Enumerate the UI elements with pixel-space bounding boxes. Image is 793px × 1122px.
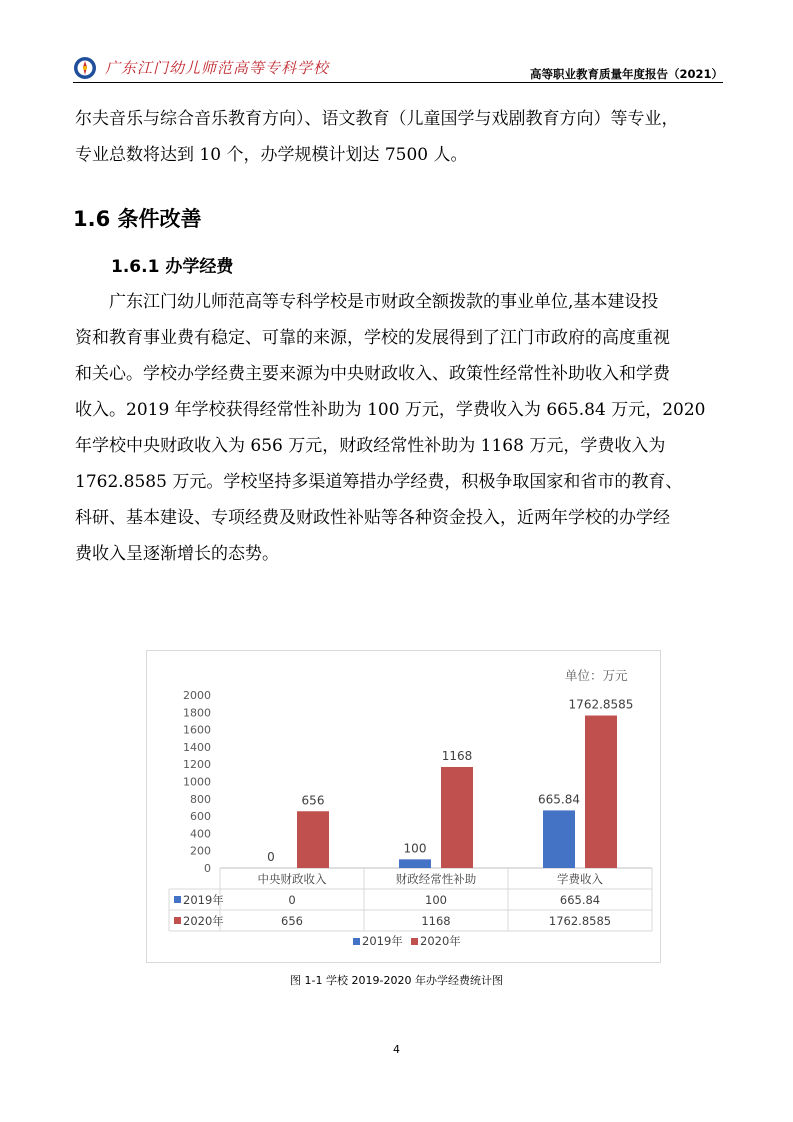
school-logo-icon [73, 56, 97, 80]
paragraph-line: 年学校中央财政收入为 656 万元，财政经常性补助为 1168 万元，学费收入为 [75, 436, 666, 456]
page-number: 4 [393, 1043, 400, 1056]
table-legend-swatch [174, 896, 181, 903]
subsection-heading: 1.6.1 办学经费 [111, 257, 234, 277]
paragraph-line: 费收入呈逐渐增长的态势。 [75, 544, 279, 564]
bar-2019 [543, 810, 575, 868]
table-cell-value: 656 [281, 914, 303, 928]
paragraph-line: 广东江门幼儿师范高等专科学校是市财政全额拨款的事业单位,基本建设投 [109, 292, 659, 312]
header-rule [73, 82, 723, 83]
x-category-label: 财政经常性补助 [395, 872, 477, 886]
y-tick-label: 0 [204, 862, 211, 875]
y-tick-label: 2000 [183, 689, 211, 702]
bar-2020 [441, 767, 473, 868]
paragraph-line: 资和教育事业费有稳定、可靠的来源，学校的发展得到了江门市政府的高度重视 [75, 328, 670, 348]
bar-data-label: 656 [301, 793, 325, 808]
bar-data-label: 100 [403, 841, 427, 856]
paragraph-line: 和关心。学校办学经费主要来源为中央财政收入、政策性经常性补助收入和学费 [75, 364, 670, 384]
paragraph-line: 专业总数将达到 10 个，办学规模计划达 7500 人。 [75, 145, 468, 165]
section-heading: 1.6 条件改善 [73, 207, 202, 231]
page-header [73, 54, 723, 84]
table-series-label: 2020年 [183, 914, 224, 928]
y-tick-label: 400 [190, 827, 211, 841]
y-tick-label: 1200 [183, 758, 211, 772]
paragraph-line: 尔夫音乐与综合音乐教育方向）、语文教育（儿童国学与戏剧教育方向）等专业， [75, 109, 679, 129]
y-tick-label: 200 [190, 844, 211, 858]
school-name-logotype: 广东江门幼儿师范高等专科学校 [105, 59, 330, 77]
y-tick-label: 800 [190, 792, 211, 806]
table-cell-value: 1762.8585 [548, 914, 612, 928]
x-category-label: 中央财政收入 [257, 872, 327, 886]
bar-data-label: 0 [267, 850, 275, 864]
legend-label: 2019年 [362, 934, 403, 948]
paragraph-line: 收入。2019 年学校获得经常性补助为 100 万元，学费收入为 665.84 万元，2020 [75, 400, 706, 420]
table-legend-swatch [174, 917, 181, 924]
paragraph-line: 科研、基本建设、专项经费及财政性补贴等各种资金投入，近两年学校的办学经 [75, 508, 670, 528]
bar-data-label: 1168 [441, 748, 473, 763]
paragraph-2 [75, 284, 720, 572]
paragraph-line: 1762.8585 万元。学校坚持多渠道筹措办学经费，积极争取国家和省市的教育、 [75, 472, 683, 492]
chart-unit-label: 单位：万元 [565, 668, 628, 683]
y-tick-label: 600 [190, 810, 211, 824]
bar-data-label: 665.84 [538, 792, 580, 807]
y-tick-label: 1400 [183, 740, 211, 754]
y-tick-label: 1600 [183, 723, 211, 737]
legend-label: 2020年 [420, 934, 461, 948]
x-category-label: 学费收入 [557, 872, 603, 886]
table-series-label: 2019年 [183, 893, 224, 907]
bar-2020 [585, 716, 617, 868]
y-tick-label: 1000 [183, 775, 211, 789]
table-cell-value: 100 [425, 893, 447, 907]
chart-canvas [147, 651, 662, 964]
funding-chart [146, 650, 661, 963]
paragraph-1 [75, 101, 720, 173]
y-tick-label: 1800 [183, 706, 211, 720]
legend-swatch [411, 938, 418, 945]
table-cell-value: 0 [288, 893, 296, 907]
table-cell-value: 1168 [421, 914, 451, 928]
table-cell-value: 665.84 [559, 893, 601, 907]
legend-swatch [353, 938, 360, 945]
report-title: 高等职业教育质量年度报告（2021） [529, 67, 723, 81]
bar-data-label: 1762.8585 [568, 697, 634, 712]
bar-2019 [399, 859, 431, 868]
bar-2020 [297, 811, 329, 868]
figure-caption: 图 1-1 学校 2019-2020 年办学经费统计图 [290, 974, 503, 987]
